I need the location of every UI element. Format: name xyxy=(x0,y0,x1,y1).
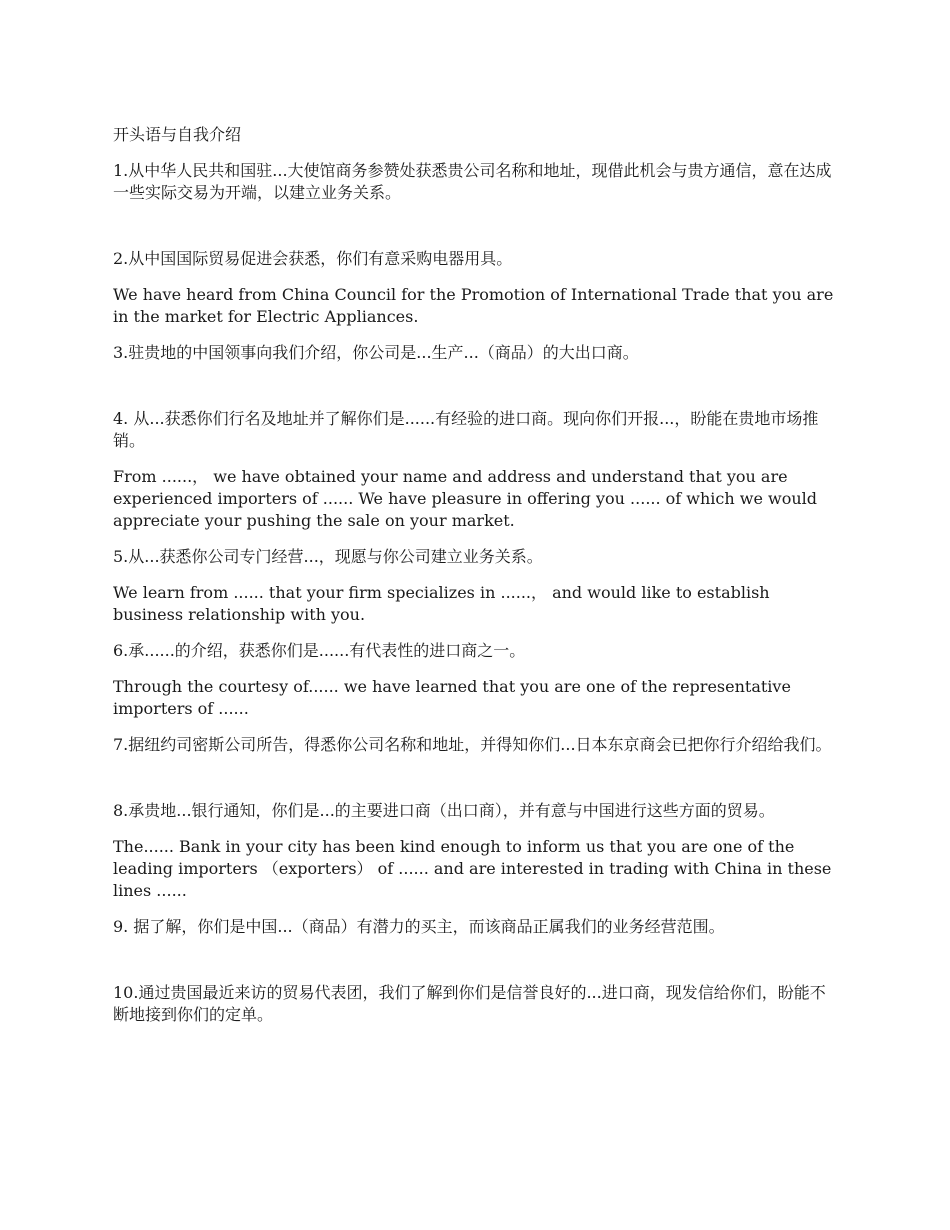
paragraph-5-en: We learn from ...... that your firm specializes in ......， and would like to establish business relationship with you. xyxy=(113,583,770,624)
paragraph-6-cn: 6.承......的介绍，获悉你们是......有代表性的进口商之一。 xyxy=(113,641,526,660)
paragraph-5-cn: 5.从...获悉你公司专门经营...，现愿与你公司建立业务关系。 xyxy=(113,547,543,566)
paragraph-3-cn: 3.驻贵地的中国领事向我们介绍，你公司是...生产...（商品）的大出口商。 xyxy=(113,343,639,362)
paragraph-10-cn: 10.通过贵国最近来访的贸易代表团，我们了解到你们是信誉良好的...进口商，现发信给你们，盼能不断地接到你们的定单。 xyxy=(113,983,826,1024)
paragraph-1-cn: 1.从中华人民共和国驻...大使馆商务参赞处获悉贵公司名称和地址，现借此机会与贵方通信，意在达成一些实际交易为开端，以建立业务关系。 xyxy=(113,161,832,202)
document-heading: 开头语与自我介绍 xyxy=(113,125,242,144)
paragraph-8-cn: 8.承贵地...银行通知，你们是...的主要进口商（出口商），并有意与中国进行这些方面的贸易。 xyxy=(113,801,775,820)
paragraph-8-en: The...... Bank in your city has been kind enough to inform us that you are one of the leading importers （exporters） of ...... and are interested in trading with China in these lines ...... xyxy=(113,837,832,900)
paragraph-6-en: Through the courtesy of...... we have learned that you are one of the representative importers of ...... xyxy=(113,677,791,718)
paragraph-2-en: We have heard from China Council for the Promotion of International Trade that you are in the market for Electric Appliances. xyxy=(113,285,834,326)
document-body xyxy=(113,124,839,1026)
paragraph-9-cn: 9. 据了解，你们是中国...（商品）有潜力的买主，而该商品正属我们的业务经营范围。 xyxy=(113,917,725,936)
paragraph-7-cn: 7.据纽约司密斯公司所告，得悉你公司名称和地址，并得知你们...日本东京商会已把你行介绍给我们。 xyxy=(113,735,832,754)
paragraph-4-en: From ......， we have obtained your name and address and understand that you are experienced importers of ...... We have pleasure in offering you ...... of which we would appreciate your pushing the sale on your market. xyxy=(113,467,818,530)
paragraph-4-cn: 4. 从...获悉你们行名及地址并了解你们是......有经验的进口商。现向你们开报...，盼能在贵地市场推销。 xyxy=(113,409,819,450)
paragraph-2-cn: 2.从中国国际贸易促进会获悉，你们有意采购电器用具。 xyxy=(113,249,513,268)
